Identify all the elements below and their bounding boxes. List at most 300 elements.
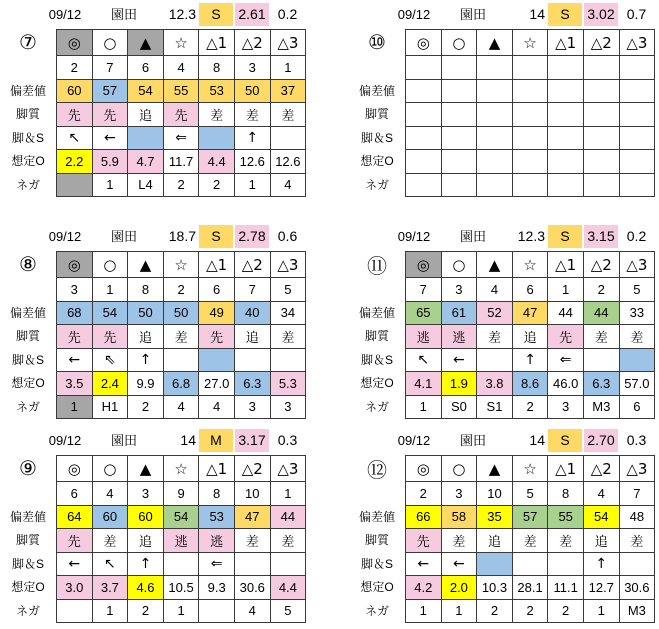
leg-s-cell: [164, 349, 200, 373]
deviation-cell: 66: [406, 506, 442, 530]
horse-number-cell: 4: [93, 482, 129, 506]
leg-s-cell: [584, 127, 620, 151]
expected-odds-cell: 30.6: [235, 576, 271, 600]
row-label-deviation: 偏差値: [9, 83, 46, 98]
mark-cell: ☆: [164, 252, 200, 278]
nega-cell: [406, 174, 442, 198]
expected-odds-cell: [513, 150, 549, 174]
expected-odds-cell: 1.9: [442, 372, 478, 396]
deviation-cell: 54: [128, 80, 164, 104]
row-label-nega: ネガ: [364, 399, 389, 414]
horse-number-cell: 4: [477, 278, 513, 302]
grade-badge: S: [199, 225, 233, 248]
running-style-cell: 先: [164, 103, 200, 127]
row-label-nega: ネガ: [364, 177, 389, 192]
expected-odds-cell: 10.5: [164, 576, 200, 600]
venue-name: 園田: [110, 7, 137, 22]
deviation-cell: [548, 80, 584, 104]
running-style-cell: 差: [199, 103, 235, 127]
leg-s-cell: ⇐: [548, 349, 584, 373]
deviation-cell: [620, 80, 656, 104]
leg-s-cell: [548, 553, 584, 577]
running-style-cell: 差: [164, 325, 200, 349]
running-style-cell: [620, 103, 656, 127]
expected-odds-cell: 12.6: [271, 150, 307, 174]
running-style-cell: [548, 103, 584, 127]
deviation-cell: 34: [271, 302, 307, 326]
nega-cell: 6: [620, 396, 656, 420]
deviation-cell: 55: [548, 506, 584, 530]
mark-cell: △2: [235, 30, 271, 56]
leg-s-cell: [406, 127, 442, 151]
row-label-blank: [0, 481, 56, 505]
expected-odds-cell: [584, 150, 620, 174]
row-label-leg-s: 脚＆S: [360, 556, 393, 571]
prediction-grid: [56, 251, 306, 419]
race-panel: [0, 224, 306, 422]
row-label-leg-s: 脚＆S: [360, 352, 393, 367]
deviation-cell: 50: [235, 80, 271, 104]
row-label-expected-odds: 想定O: [360, 376, 394, 391]
nega-cell: 2: [513, 600, 549, 624]
row-label-running-style: 脚質: [364, 533, 389, 548]
running-style-cell: 追: [477, 529, 513, 553]
nega-cell: [57, 600, 93, 624]
nega-cell: 3: [235, 396, 271, 420]
leg-s-cell: ⇐: [164, 127, 200, 151]
nega-cell: 2: [164, 174, 200, 198]
expected-odds-cell: 46.0: [548, 372, 584, 396]
deviation-cell: 60: [93, 506, 129, 530]
running-style-cell: 先: [93, 325, 129, 349]
row-label-deviation: 偏差値: [9, 509, 46, 524]
leg-s-cell: [513, 553, 549, 577]
running-style-cell: 差: [235, 529, 271, 553]
deviation-cell: [513, 80, 549, 104]
horse-number-cell: 1: [548, 278, 584, 302]
row-label-leg-s: 脚＆S: [11, 352, 44, 367]
deviation-cell: 53: [199, 506, 235, 530]
horse-number-cell: 4: [584, 482, 620, 506]
prediction-grid: [405, 29, 655, 197]
race-panel: [349, 224, 655, 422]
row-labels: [0, 251, 56, 418]
header-value-1: 18.7: [168, 228, 196, 244]
header-value-1: 14: [529, 432, 545, 448]
leg-s-cell: ↖: [93, 553, 129, 577]
mark-cell: ◎: [57, 456, 93, 482]
leg-s-cell: [271, 127, 307, 151]
nega-cell: 4: [235, 600, 271, 624]
leg-s-cell: [548, 127, 584, 151]
deviation-cell: 57: [93, 80, 129, 104]
horse-number-cell: 1: [271, 482, 307, 506]
nega-cell: 1: [93, 174, 129, 198]
race-panel: [0, 2, 306, 200]
running-style-cell: 差: [93, 529, 129, 553]
race-date: 09/12: [48, 229, 82, 244]
horse-number-cell: 5: [620, 278, 656, 302]
nega-cell: 1: [584, 600, 620, 624]
running-style-cell: 追: [584, 529, 620, 553]
running-style-cell: 差: [477, 325, 513, 349]
horse-number-cell: 10: [235, 482, 271, 506]
mark-cell: ☆: [513, 252, 549, 278]
mark-cell: ▲: [128, 456, 164, 482]
mark-cell: ○: [93, 252, 129, 278]
grade-badge: S: [548, 429, 582, 452]
expected-odds-cell: 12.7: [584, 576, 620, 600]
horse-number-cell: 8: [548, 482, 584, 506]
horse-number-cell: 5: [513, 482, 549, 506]
header-value-3: 0.7: [626, 6, 647, 22]
running-style-cell: 差: [271, 103, 307, 127]
header-value-2: 2.78: [235, 225, 269, 248]
deviation-cell: [442, 80, 478, 104]
horse-number-cell: [406, 56, 442, 80]
nega-cell: 4: [164, 396, 200, 420]
running-style-cell: 逃: [164, 529, 200, 553]
nega-cell: 1: [164, 600, 200, 624]
expected-odds-cell: 11.7: [164, 150, 200, 174]
nega-cell: 2: [128, 396, 164, 420]
nega-cell: S1: [477, 396, 513, 420]
row-label-leg-s: 脚＆S: [11, 556, 44, 571]
deviation-cell: 60: [128, 506, 164, 530]
leg-s-cell: ⇖: [93, 349, 129, 373]
mark-cell: △2: [584, 30, 620, 56]
expected-odds-cell: 3.5: [57, 372, 93, 396]
mark-cell: ☆: [164, 30, 200, 56]
deviation-cell: 47: [513, 302, 549, 326]
leg-s-cell: [271, 553, 307, 577]
expected-odds-cell: [442, 150, 478, 174]
deviation-cell: 55: [164, 80, 200, 104]
mark-cell: ☆: [164, 456, 200, 482]
row-label-blank: [0, 55, 56, 79]
prediction-grid: [405, 455, 655, 623]
header-value-2: 3.17: [235, 429, 269, 452]
expected-odds-cell: [548, 150, 584, 174]
row-label-expected-odds: 想定O: [11, 376, 45, 391]
mark-cell: △2: [235, 252, 271, 278]
mark-cell: ◎: [57, 252, 93, 278]
nega-cell: 2: [128, 600, 164, 624]
row-label-deviation: 偏差値: [358, 305, 395, 320]
row-label-running-style: 脚質: [364, 107, 389, 122]
race-date: 09/12: [397, 7, 431, 22]
horse-number-cell: 2: [406, 482, 442, 506]
expected-odds-cell: 3.0: [57, 576, 93, 600]
grade-badge: S: [548, 225, 582, 248]
horse-number-cell: [513, 56, 549, 80]
expected-odds-cell: 4.4: [271, 576, 307, 600]
row-labels: [349, 29, 405, 196]
grade-badge: S: [199, 3, 233, 26]
leg-s-cell: [235, 553, 271, 577]
mark-cell: △3: [620, 252, 656, 278]
expected-odds-cell: 4.1: [406, 372, 442, 396]
leg-s-cell: ↑: [584, 553, 620, 577]
deviation-cell: 58: [442, 506, 478, 530]
horse-number-cell: 7: [93, 56, 129, 80]
row-label-deviation: 偏差値: [358, 83, 395, 98]
venue-name: 園田: [459, 7, 486, 22]
row-label-leg-s: 脚＆S: [360, 130, 393, 145]
leg-s-cell: ↑: [513, 349, 549, 373]
leg-s-cell: ↑: [128, 349, 164, 373]
race-date: 09/12: [397, 433, 431, 448]
header-value-2: 3.15: [584, 225, 618, 248]
expected-odds-cell: 6.3: [584, 372, 620, 396]
deviation-cell: 61: [442, 302, 478, 326]
row-label-nega: ネガ: [364, 603, 389, 618]
nega-cell: [199, 600, 235, 624]
horse-number-cell: [477, 56, 513, 80]
leg-s-cell: [620, 553, 656, 577]
running-style-cell: 先: [57, 529, 93, 553]
horse-number-cell: 6: [199, 278, 235, 302]
expected-odds-cell: 4.6: [128, 576, 164, 600]
leg-s-cell: [199, 349, 235, 373]
deviation-cell: 48: [620, 506, 656, 530]
running-style-cell: [584, 103, 620, 127]
horse-number-cell: 1: [93, 278, 129, 302]
nega-cell: 5: [271, 600, 307, 624]
deviation-cell: 50: [128, 302, 164, 326]
running-style-cell: 差: [513, 529, 549, 553]
running-style-cell: [442, 103, 478, 127]
expected-odds-cell: 6.3: [235, 372, 271, 396]
prediction-grid: [405, 251, 655, 419]
row-label-expected-odds: 想定O: [11, 580, 45, 595]
deviation-cell: 54: [164, 506, 200, 530]
running-style-cell: 先: [406, 529, 442, 553]
venue-name: 園田: [110, 433, 137, 448]
running-style-cell: 差: [235, 103, 271, 127]
panel-header: [349, 2, 655, 28]
running-style-cell: 逃: [199, 529, 235, 553]
leg-s-cell: [164, 553, 200, 577]
row-label-expected-odds: 想定O: [360, 580, 394, 595]
row-labels: [0, 29, 56, 196]
mark-cell: △3: [271, 456, 307, 482]
mark-cell: △3: [620, 30, 656, 56]
horse-number-cell: 3: [442, 482, 478, 506]
expected-odds-cell: 6.8: [164, 372, 200, 396]
leg-s-cell: [477, 553, 513, 577]
row-label-running-style: 脚質: [15, 107, 40, 122]
venue-name: 園田: [459, 433, 486, 448]
expected-odds-cell: 8.6: [513, 372, 549, 396]
running-style-cell: 追: [235, 325, 271, 349]
mark-cell: ○: [442, 252, 478, 278]
running-style-cell: 先: [57, 103, 93, 127]
nega-cell: [584, 174, 620, 198]
nega-cell: M3: [584, 396, 620, 420]
deviation-cell: 64: [57, 506, 93, 530]
expected-odds-cell: [620, 150, 656, 174]
nega-cell: [57, 174, 93, 198]
leg-s-cell: [442, 127, 478, 151]
deviation-cell: 57: [513, 506, 549, 530]
nega-cell: 2: [477, 600, 513, 624]
deviation-cell: 33: [620, 302, 656, 326]
horse-number-cell: 8: [128, 278, 164, 302]
header-value-2: 2.70: [584, 429, 618, 452]
nega-cell: 2: [199, 174, 235, 198]
expected-odds-cell: 30.6: [620, 576, 656, 600]
header-value-1: 12.3: [517, 228, 545, 244]
deviation-cell: 44: [548, 302, 584, 326]
leg-s-cell: ↑: [128, 553, 164, 577]
deviation-cell: [477, 80, 513, 104]
leg-s-cell: ←: [57, 349, 93, 373]
expected-odds-cell: 4.7: [128, 150, 164, 174]
mark-cell: ☆: [513, 30, 549, 56]
mark-cell: ○: [442, 30, 478, 56]
horse-number-cell: 6: [128, 56, 164, 80]
nega-cell: 2: [513, 396, 549, 420]
deviation-cell: 40: [235, 302, 271, 326]
header-value-3: 0.3: [277, 432, 298, 448]
expected-odds-cell: 3.8: [477, 372, 513, 396]
running-style-cell: 追: [128, 103, 164, 127]
expected-odds-cell: 3.7: [93, 576, 129, 600]
expected-odds-cell: 4.4: [199, 150, 235, 174]
running-style-cell: [406, 103, 442, 127]
horse-number-cell: 6: [57, 482, 93, 506]
running-style-cell: [477, 103, 513, 127]
race-number: ⑪: [367, 253, 387, 278]
expected-odds-cell: 9.9: [128, 372, 164, 396]
leg-s-cell: [620, 349, 656, 373]
leg-s-cell: ⇐: [199, 553, 235, 577]
nega-cell: S0: [442, 396, 478, 420]
row-label-running-style: 脚質: [364, 329, 389, 344]
row-label-nega: ネガ: [15, 399, 40, 414]
panel-header: [0, 428, 306, 454]
expected-odds-cell: 5.9: [93, 150, 129, 174]
race-date: 09/12: [48, 433, 82, 448]
horse-number-cell: 5: [271, 278, 307, 302]
header-value-3: 0.2: [277, 6, 298, 22]
expected-odds-cell: 57.0: [620, 372, 656, 396]
nega-cell: 1: [406, 600, 442, 624]
panel-header: [0, 2, 306, 28]
grade-badge: S: [548, 3, 582, 26]
mark-cell: ◎: [406, 252, 442, 278]
nega-cell: L4: [128, 174, 164, 198]
race-panel: [349, 428, 655, 626]
race-number: ⑫: [367, 457, 387, 482]
nega-cell: 1: [406, 396, 442, 420]
mark-cell: △1: [548, 252, 584, 278]
deviation-cell: 49: [199, 302, 235, 326]
race-date: 09/12: [48, 7, 82, 22]
deviation-cell: [584, 80, 620, 104]
running-style-cell: 追: [128, 325, 164, 349]
nega-cell: 1: [93, 600, 129, 624]
leg-s-cell: ←: [442, 553, 478, 577]
horse-number-cell: [620, 56, 656, 80]
mark-cell: △3: [271, 252, 307, 278]
mark-cell: △1: [548, 456, 584, 482]
venue-name: 園田: [110, 229, 137, 244]
running-style-cell: [513, 103, 549, 127]
horse-number-cell: 10: [477, 482, 513, 506]
mark-cell: ▲: [477, 30, 513, 56]
venue-name: 園田: [459, 229, 486, 244]
race-number: ⑩: [368, 30, 386, 54]
row-label-nega: ネガ: [15, 177, 40, 192]
deviation-cell: 60: [57, 80, 93, 104]
header-value-1: 14: [180, 432, 196, 448]
header-value-2: 2.61: [235, 3, 269, 26]
nega-cell: [442, 174, 478, 198]
header-value-1: 12.3: [168, 6, 196, 22]
horse-number-cell: 1: [271, 56, 307, 80]
nega-cell: 4: [271, 174, 307, 198]
deviation-cell: 47: [235, 506, 271, 530]
horse-number-cell: 4: [164, 56, 200, 80]
horse-number-cell: 8: [199, 482, 235, 506]
expected-odds-cell: 9.3: [199, 576, 235, 600]
horse-number-cell: 2: [57, 56, 93, 80]
header-value-3: 0.2: [626, 228, 647, 244]
horse-number-cell: 9: [164, 482, 200, 506]
running-style-cell: 逃: [406, 325, 442, 349]
nega-cell: 1: [57, 396, 93, 420]
race-date: 09/12: [397, 229, 431, 244]
horse-number-cell: [442, 56, 478, 80]
mark-cell: △3: [620, 456, 656, 482]
mark-cell: ◎: [406, 30, 442, 56]
leg-s-cell: [199, 127, 235, 151]
nega-cell: 1: [235, 174, 271, 198]
expected-odds-cell: 4.2: [406, 576, 442, 600]
deviation-cell: 52: [477, 302, 513, 326]
row-label-blank: [0, 277, 56, 301]
leg-s-cell: [513, 127, 549, 151]
horse-number-cell: 7: [406, 278, 442, 302]
expected-odds-cell: 27.0: [199, 372, 235, 396]
deviation-cell: [406, 80, 442, 104]
nega-cell: 3: [271, 396, 307, 420]
expected-odds-cell: 28.1: [513, 576, 549, 600]
row-label-running-style: 脚質: [15, 533, 40, 548]
row-labels: [349, 455, 405, 622]
leg-s-cell: [477, 349, 513, 373]
mark-cell: ◎: [57, 30, 93, 56]
nega-cell: 2: [548, 600, 584, 624]
running-style-cell: 先: [93, 103, 129, 127]
horse-number-cell: 3: [57, 278, 93, 302]
race-panel: [0, 428, 306, 626]
nega-cell: M3: [620, 600, 656, 624]
row-label-deviation: 偏差値: [358, 509, 395, 524]
horse-number-cell: 2: [164, 278, 200, 302]
running-style-cell: 追: [513, 325, 549, 349]
deviation-cell: 54: [584, 506, 620, 530]
race-panel: [349, 2, 655, 200]
horse-number-cell: 6: [513, 278, 549, 302]
row-label-expected-odds: 想定O: [11, 154, 45, 169]
mark-cell: △2: [584, 252, 620, 278]
running-style-cell: 先: [199, 325, 235, 349]
panel-header: [349, 428, 655, 454]
horse-number-cell: 3: [128, 482, 164, 506]
